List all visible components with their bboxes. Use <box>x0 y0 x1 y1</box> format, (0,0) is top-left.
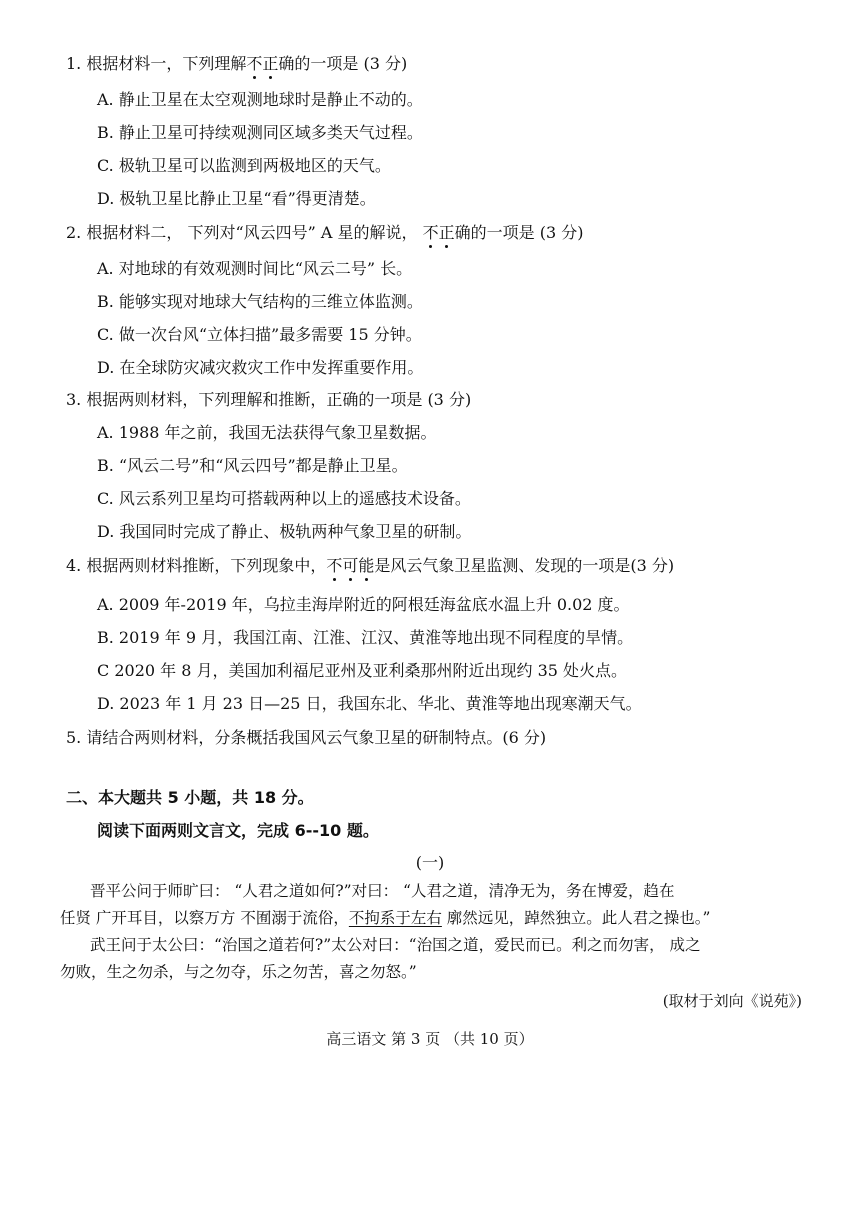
question-4-option-c: C 2020 年 8 月，美国加利福尼亚州及亚利桑那州附近出现约 35 处火点。 <box>97 661 628 680</box>
question-3-option-c: C. 风云系列卫星均可搭载两种以上的遥感技术设备。 <box>97 489 471 508</box>
question-4-option-d: D. 2023 年 1 月 23 日—25 日，我国东北、华北、黄淮等地出现寒潮天气。 <box>97 694 642 713</box>
emphasis-char: 能 <box>358 556 375 575</box>
passage-1-line-1: 晋平公问于师旷曰： “人君之道如何?”对曰： “人君之道，清净无为，务在博爱，趋在 <box>90 882 675 900</box>
page-footer: 高三语文 第 3 页 （共 10 页） <box>326 1030 534 1048</box>
question-3-option-d: D. 我国同时完成了静止、极轨两种气象卫星的研制。 <box>97 522 472 541</box>
stem-text: 是风云气象卫星监测、发现的一项是(3 分) <box>374 556 675 575</box>
question-3-stem: 3. 根据两则材料，下列理解和推断，正确的一项是 (3 分) <box>66 390 472 409</box>
emphasis-char: 不 <box>422 223 439 242</box>
passage-text: 廓然远见，踔然独立。此人君之操也。” <box>441 909 711 927</box>
question-2-stem <box>66 222 584 244</box>
passage-source: (取材于刘向《说苑》) <box>662 992 802 1010</box>
emphasis-char: 正 <box>438 223 455 242</box>
stem-text: 4. 根据两则材料推断，下列现象中， <box>66 556 327 575</box>
emphasis-char: 正 <box>262 54 279 73</box>
question-3-option-b: B. “风云二号”和“风云四号”都是静止卫星。 <box>97 456 408 475</box>
section-2-title: 二、本大题共 5 小题，共 18 分。 <box>66 788 314 807</box>
question-1-stem <box>66 53 407 75</box>
stem-text: 确的一项是 (3 分) <box>278 54 408 73</box>
emphasis-char: 可 <box>342 556 359 575</box>
section-2-intro: 阅读下面两则文言文，完成 6--10 题。 <box>97 821 379 840</box>
question-2-option-a: A. 对地球的有效观测时间比“风云二号” 长。 <box>97 259 413 278</box>
question-1-option-a: A. 静止卫星在太空观测地球时是静止不动的。 <box>97 90 423 109</box>
question-5-stem: 5. 请结合两则材料，分条概括我国风云气象卫星的研制特点。(6 分) <box>66 728 547 747</box>
emphasis-char: 不 <box>326 556 343 575</box>
question-1-option-c: C. 极轨卫星可以监测到两极地区的天气。 <box>97 156 391 175</box>
question-3-option-a: A. 1988 年之前，我国无法获得气象卫星数据。 <box>97 423 437 442</box>
question-1-option-d: D. 极轨卫星比静止卫星“看”得更清楚。 <box>97 189 376 208</box>
question-2-option-c: C. 做一次台风“立体扫描”最多需要 15 分钟。 <box>97 325 422 344</box>
question-4-option-b: B. 2019 年 9 月，我国江南、江淮、江汉、黄淮等地出现不同程度的旱情。 <box>97 628 634 647</box>
emphasis-char: 不 <box>246 54 263 73</box>
underlined-phrase: 不拘系于左右 <box>348 909 442 927</box>
stem-text: 2. 根据材料二， 下列对“风云四号” A 星的解说， <box>66 223 423 242</box>
passage-2-line-2: 勿败，生之勿杀，与之勿夺，乐之勿苦，喜之勿怒。” <box>60 963 417 981</box>
question-1-option-b: B. 静止卫星可持续观测同区域多类天气过程。 <box>97 123 423 142</box>
question-2-option-d: D. 在全球防灾减灾救灾工作中发挥重要作用。 <box>97 358 424 377</box>
passage-1-line-2 <box>60 907 710 929</box>
question-2-option-b: B. 能够实现对地球大气结构的三维立体监测。 <box>97 292 423 311</box>
passage-subtitle: (一) <box>415 853 445 872</box>
question-4-option-a: A. 2009 年-2019 年，乌拉圭海岸附近的阿根廷海盆底水温上升 0.02 度。 <box>97 595 630 614</box>
passage-2-line-1: 武王问于太公曰：“治国之道若何?”太公对曰：“治国之道，爱民而已。利之而勿害， 成之 <box>90 936 701 954</box>
stem-text: 确的一项是 (3 分) <box>454 223 584 242</box>
passage-text: 任贤 广开耳目，以察万方 不囿溺于流俗， <box>60 909 349 927</box>
question-4-stem <box>66 555 674 577</box>
stem-text: 1. 根据材料一，下列理解 <box>66 54 247 73</box>
